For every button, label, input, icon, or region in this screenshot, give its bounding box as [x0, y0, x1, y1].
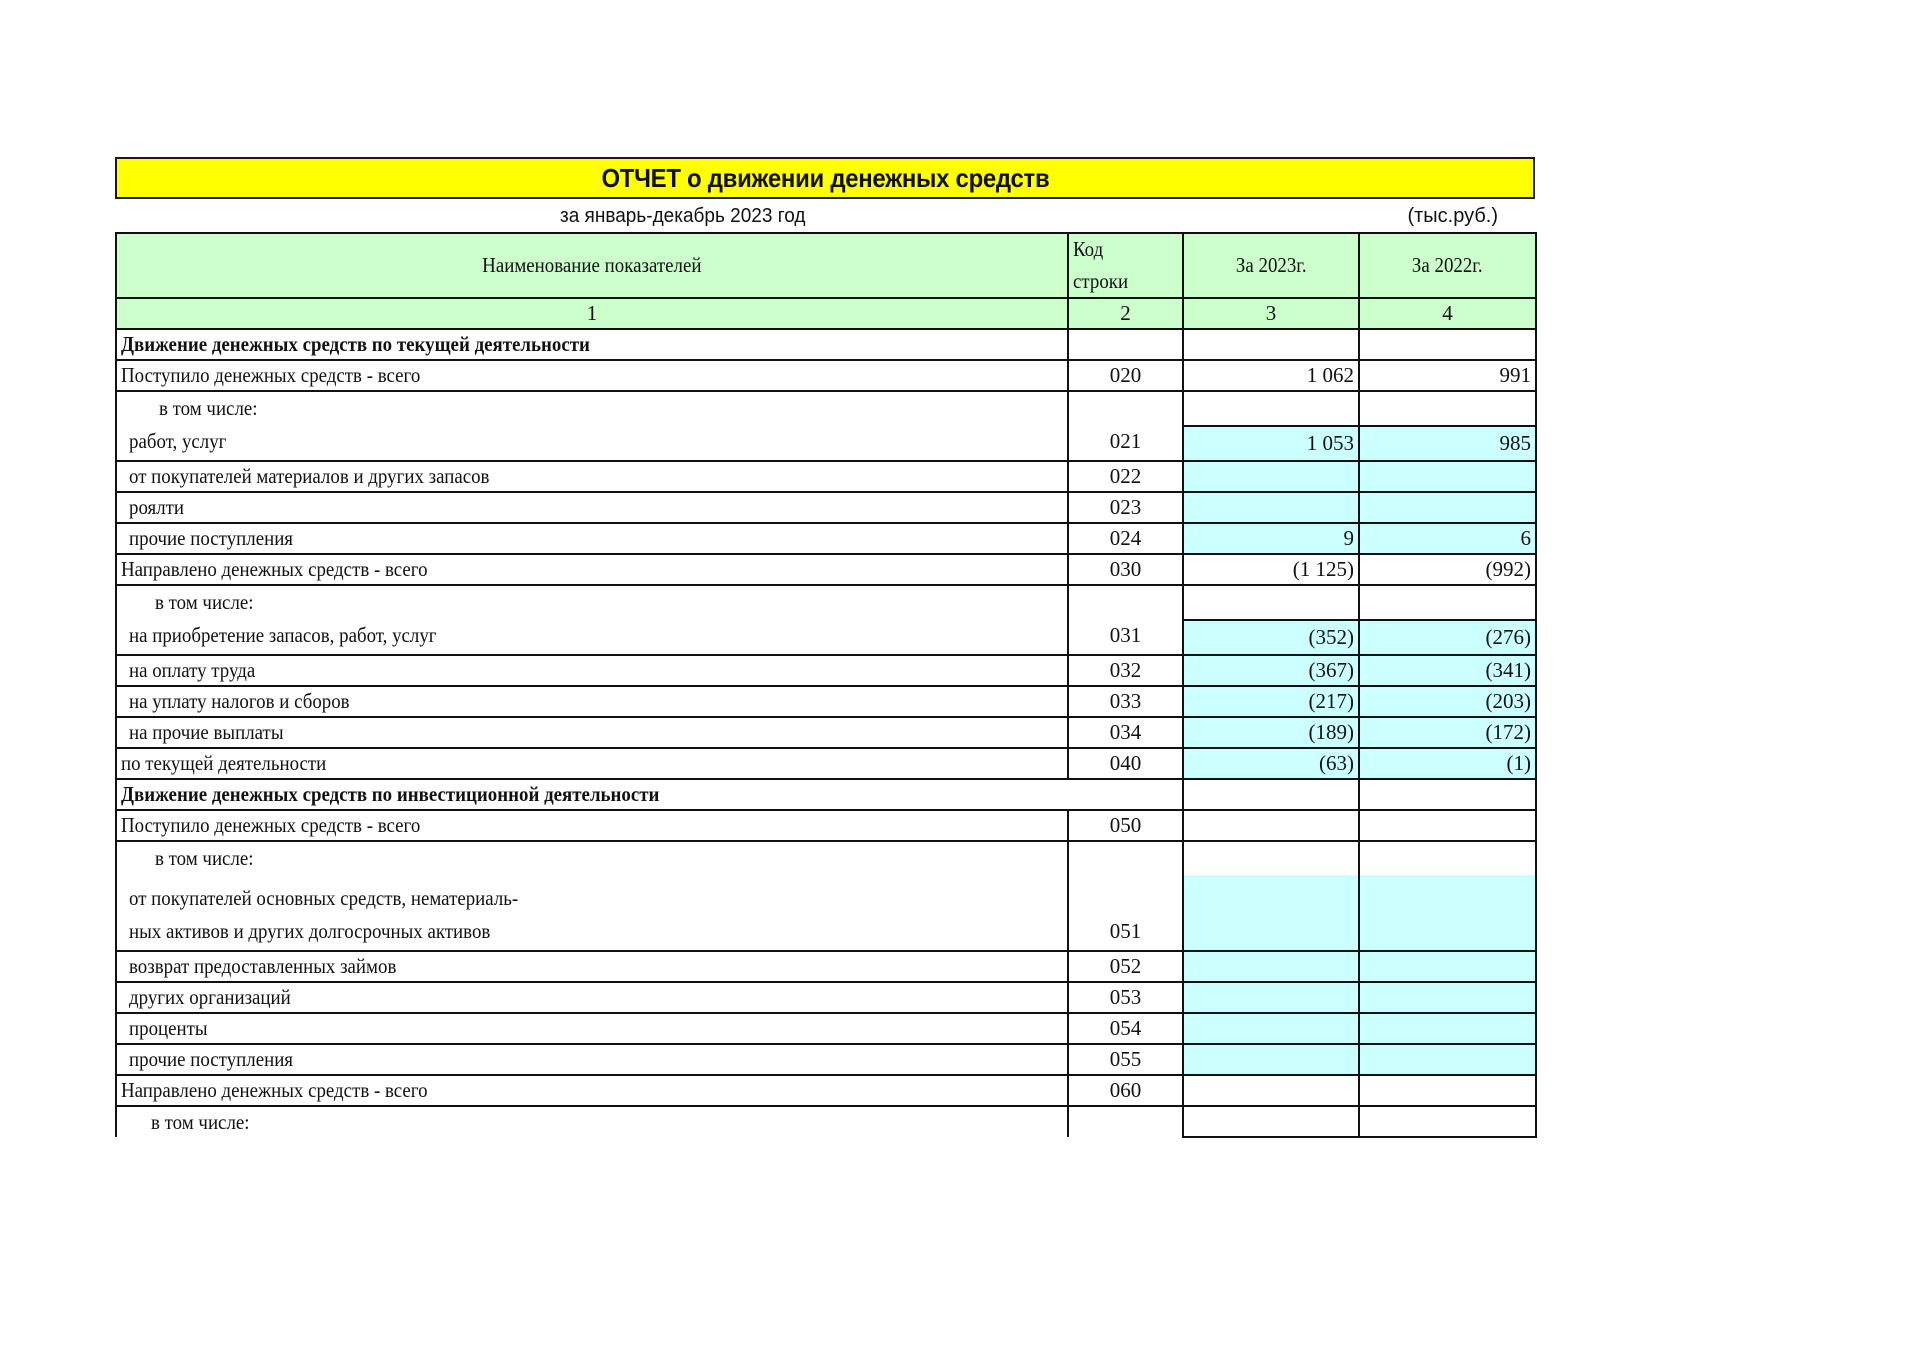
value-2022[interactable] [1359, 982, 1536, 1013]
value-2022[interactable] [1359, 461, 1536, 492]
column-number-1: 1 [116, 298, 1068, 329]
table-row [116, 841, 1536, 875]
row-name: от покупателей материалов и других запасов [116, 461, 1068, 492]
value-2023[interactable] [1183, 492, 1359, 523]
value-2023[interactable] [1183, 1044, 1359, 1075]
value-2022[interactable] [1359, 875, 1536, 951]
value-2022[interactable] [1359, 1075, 1536, 1106]
row-name: Направлено денежных средств - всего [116, 1075, 1068, 1106]
value-2022[interactable]: 6 [1359, 523, 1536, 554]
row-name: на прочие выплаты [116, 717, 1068, 748]
value-2022[interactable]: 985 [1359, 426, 1536, 461]
report-units: (тыс.руб.) [1407, 205, 1498, 227]
row-name: других организаций [116, 982, 1068, 1013]
header-code: Код строки [1068, 233, 1183, 298]
value-2023[interactable]: 1 062 [1183, 360, 1359, 391]
row-code: 024 [1068, 523, 1183, 554]
empty-cell [1359, 329, 1536, 360]
empty-cell [1359, 585, 1536, 620]
value-2022[interactable]: (992) [1359, 554, 1536, 585]
table-row [116, 523, 1536, 554]
empty-cell [1359, 779, 1536, 810]
header-year-2023: За 2023г. [1183, 233, 1359, 298]
column-number-4: 4 [1359, 298, 1536, 329]
row-code: 033 [1068, 686, 1183, 717]
column-number-2: 2 [1068, 298, 1183, 329]
table-row [116, 982, 1536, 1013]
report-title-bar [115, 157, 1535, 199]
value-2022[interactable]: (276) [1359, 620, 1536, 655]
value-2023[interactable]: 9 [1183, 523, 1359, 554]
row-name: на уплату налогов и сборов [116, 686, 1068, 717]
row-name: в том числе: от покупателей основных средств, нематериаль- ных активов и других долгосрочных активов [116, 841, 1068, 951]
row-name: возврат предоставленных займов [116, 951, 1068, 982]
empty-cell [1183, 779, 1359, 810]
table-row [116, 492, 1536, 523]
row-code: 021 [1068, 391, 1183, 461]
row-code: 040 [1068, 748, 1183, 779]
table-row [116, 1075, 1536, 1106]
table-row [116, 1106, 1536, 1137]
empty-cell [1183, 1106, 1359, 1137]
row-code: 032 [1068, 655, 1183, 686]
value-2023[interactable]: (367) [1183, 655, 1359, 686]
value-2022[interactable] [1359, 951, 1536, 982]
cash-flow-table [115, 232, 1537, 1138]
row-name: роялти [116, 492, 1068, 523]
row-name: по текущей деятельности [116, 748, 1068, 779]
value-2022[interactable] [1359, 1013, 1536, 1044]
value-2022[interactable] [1359, 492, 1536, 523]
table-row [116, 810, 1536, 841]
row-code: 054 [1068, 1013, 1183, 1044]
table-row [116, 461, 1536, 492]
table-row [116, 748, 1536, 779]
value-2023[interactable] [1183, 875, 1359, 951]
value-2023[interactable]: (1 125) [1183, 554, 1359, 585]
row-code: 020 [1068, 360, 1183, 391]
value-2022[interactable]: (341) [1359, 655, 1536, 686]
empty-cell [1068, 329, 1183, 360]
row-code: 022 [1068, 461, 1183, 492]
empty-cell [1183, 841, 1359, 875]
row-code: 030 [1068, 554, 1183, 585]
table-row [116, 554, 1536, 585]
value-2023[interactable]: (352) [1183, 620, 1359, 655]
section-header-row [116, 779, 1536, 810]
empty-cell [1359, 391, 1536, 426]
row-code: 050 [1068, 810, 1183, 841]
row-code: 053 [1068, 982, 1183, 1013]
value-2023[interactable] [1183, 1013, 1359, 1044]
table-row [116, 717, 1536, 748]
including-label: в том числе: [155, 590, 254, 614]
row-name [116, 1106, 1068, 1137]
report-subtitle-row [115, 202, 1535, 232]
table-row [116, 1044, 1536, 1075]
section-investing-title: Движение денежных средств по инвестиционной деятельности [116, 779, 1183, 810]
column-number-3: 3 [1183, 298, 1359, 329]
table-row [116, 585, 1536, 620]
row-code: 034 [1068, 717, 1183, 748]
row-name: прочие поступления [116, 523, 1068, 554]
value-2022[interactable] [1359, 810, 1536, 841]
value-2022[interactable]: (203) [1359, 686, 1536, 717]
value-2023[interactable] [1183, 810, 1359, 841]
row-code: 060 [1068, 1075, 1183, 1106]
row-name: Направлено денежных средств - всего [116, 554, 1068, 585]
row-code: 031 [1068, 585, 1183, 655]
value-2023[interactable] [1183, 461, 1359, 492]
row-code: 023 [1068, 492, 1183, 523]
row-name: на оплату труда [116, 655, 1068, 686]
value-2023[interactable] [1183, 982, 1359, 1013]
column-number-row [116, 298, 1536, 329]
including-label: в том числе: [159, 396, 258, 420]
section-header-row [116, 329, 1536, 360]
row-name: Поступило денежных средств - всего [116, 360, 1068, 391]
value-2022[interactable] [1359, 1044, 1536, 1075]
value-2023[interactable]: (63) [1183, 748, 1359, 779]
empty-cell [1183, 391, 1359, 426]
table-row [116, 951, 1536, 982]
value-2023[interactable]: 1 053 [1183, 426, 1359, 461]
row-code: 055 [1068, 1044, 1183, 1075]
including-label: в том числе: [151, 1109, 250, 1134]
row-code: 052 [1068, 951, 1183, 982]
empty-cell [1359, 841, 1536, 875]
table-row [116, 391, 1536, 426]
row-name: проценты [116, 1013, 1068, 1044]
table-row [116, 1013, 1536, 1044]
value-2023[interactable] [1183, 951, 1359, 982]
value-2022[interactable]: (172) [1359, 717, 1536, 748]
report-title: ОТЧЕТ о движении денежных средств [601, 162, 1049, 193]
empty-cell [1183, 585, 1359, 620]
header-year-2022: За 2022г. [1359, 233, 1536, 298]
header-name: Наименование показателей [116, 233, 1068, 298]
including-label: в том числе: [155, 846, 254, 870]
value-2022[interactable]: 991 [1359, 360, 1536, 391]
row-code: 051 [1068, 841, 1183, 951]
empty-cell [1359, 1106, 1536, 1137]
row-name: в том числе: работ, услуг [116, 391, 1068, 461]
report-period: за январь-декабрь 2023 год [560, 205, 806, 227]
section-operating-title: Движение денежных средств по текущей деятельности [116, 329, 1068, 360]
value-2023[interactable]: (217) [1183, 686, 1359, 717]
value-2022[interactable]: (1) [1359, 748, 1536, 779]
table-header-row [116, 233, 1536, 298]
table-row [116, 655, 1536, 686]
value-2023[interactable]: (189) [1183, 717, 1359, 748]
row-name: в том числе: на приобретение запасов, работ, услуг [116, 585, 1068, 655]
value-2023[interactable] [1183, 1075, 1359, 1106]
empty-cell [1183, 329, 1359, 360]
table-row [116, 686, 1536, 717]
row-name: прочие поступления [116, 1044, 1068, 1075]
row-name: Поступило денежных средств - всего [116, 810, 1068, 841]
empty-cell [1068, 1106, 1183, 1137]
table-row [116, 360, 1536, 391]
